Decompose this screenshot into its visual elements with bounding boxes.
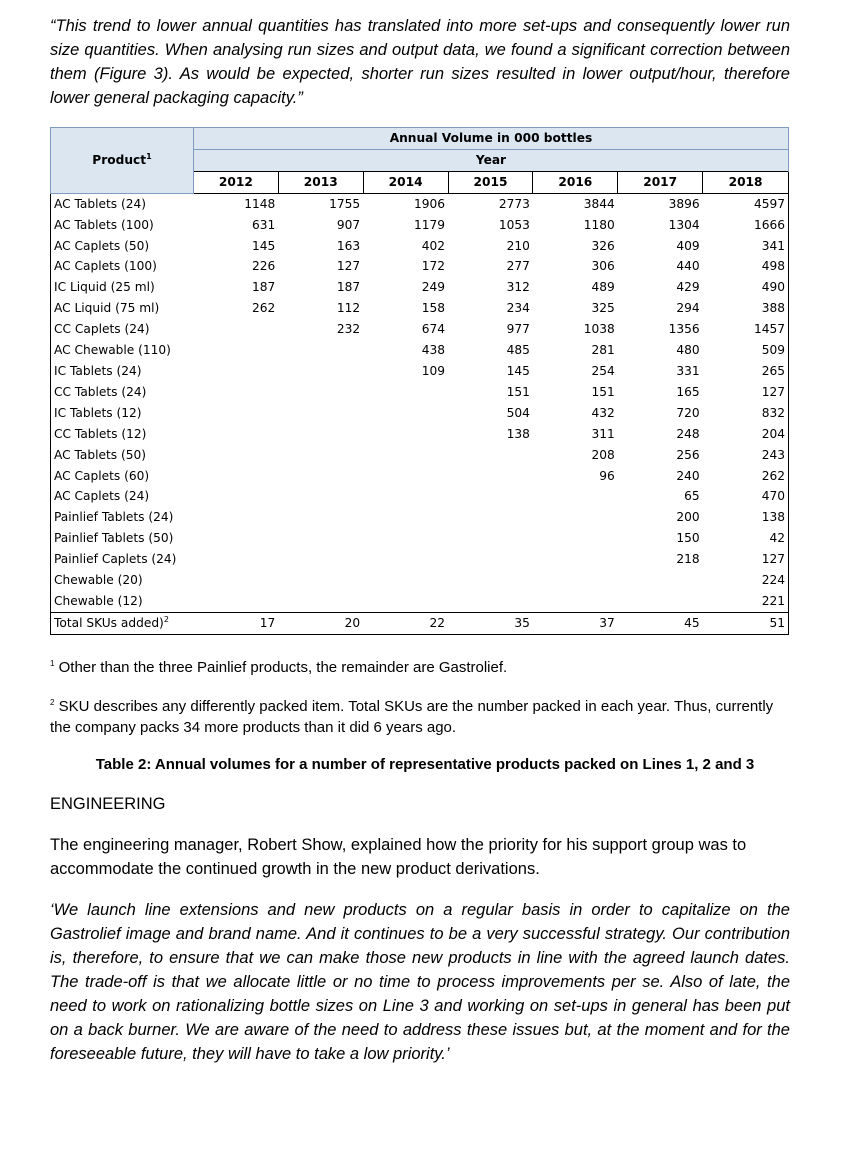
volume-cell: 127 <box>703 549 789 570</box>
table-row <box>51 445 789 466</box>
volume-cell: 432 <box>591 405 615 420</box>
table-row <box>51 382 789 403</box>
volume-cell: 498 <box>703 256 789 277</box>
volume-cell: 172 <box>421 259 446 274</box>
volume-cell <box>193 570 278 591</box>
volume-cell: 208 <box>591 447 615 462</box>
annual-volume-header: Annual Volume in 000 bottles <box>193 128 788 150</box>
volume-cell <box>448 507 533 528</box>
table-row <box>51 403 789 424</box>
volume-cell: 277 <box>506 259 530 274</box>
volume-cell <box>363 403 448 424</box>
volume-cell: 306 <box>591 259 615 274</box>
product-name: CC Tablets (24) <box>51 382 194 403</box>
year-header-2018: 2018 <box>703 171 789 193</box>
volume-cell: 256 <box>676 447 700 462</box>
table-row <box>51 549 789 570</box>
volume-cell: 977 <box>506 322 530 337</box>
volume-cell: 204 <box>703 424 789 445</box>
table-caption: Table 2: Annual volumes for a number of representative products packed on Lines 1, 2 and 3 <box>95 756 755 773</box>
volume-cell: 163 <box>336 238 361 253</box>
volume-cell: 402 <box>421 238 446 253</box>
footnote-2: $^2$ SKU describes any differently packed item. Total SKUs are the number packed in each year. Thus, currently the company packs 34 more products than it did 6 years ago. <box>50 698 774 736</box>
product-name: AC Chewable (110) <box>51 340 194 361</box>
volume-cell: 832 <box>703 403 789 424</box>
volume-cell: 262 <box>703 466 789 487</box>
volume-cell: 210 <box>506 238 530 253</box>
volume-cell <box>193 403 278 424</box>
volume-cell <box>193 507 278 528</box>
volume-cell: 325 <box>591 301 615 316</box>
volume-cell: 294 <box>676 301 700 316</box>
volume-cell <box>363 466 448 487</box>
volume-cell <box>618 570 703 591</box>
volume-cell <box>193 591 278 612</box>
volume-cell: 341 <box>703 236 789 257</box>
volume-cell <box>533 507 618 528</box>
volume-cell <box>363 486 448 507</box>
volume-cell: 35 <box>448 612 533 634</box>
volume-cell: 200 <box>676 510 700 525</box>
volume-cell: 158 <box>421 301 446 316</box>
volume-cell: 3896 <box>668 196 700 211</box>
product-name: IC Tablets (12) <box>51 403 194 424</box>
volume-cell <box>533 570 618 591</box>
volume-cell: 409 <box>676 238 700 253</box>
volume-cell: 674 <box>421 322 446 337</box>
volume-cell: 112 <box>336 301 361 316</box>
volume-cell: 1179 <box>414 217 446 232</box>
volume-cell: 1906 <box>414 196 446 211</box>
volume-cell <box>363 549 448 570</box>
volume-cell: 1304 <box>668 217 700 232</box>
year-label: Year <box>193 149 788 171</box>
product-name: IC Tablets (24) <box>51 361 194 382</box>
volume-cell <box>193 382 278 403</box>
volume-cell: 485 <box>506 343 530 358</box>
volume-cell: 109 <box>421 363 446 378</box>
volume-cell <box>278 528 363 549</box>
table-row <box>51 319 789 340</box>
product-name: AC Liquid (75 ml) <box>51 298 194 319</box>
product-name: Painlief Tablets (24) <box>51 507 194 528</box>
volume-cell: 22 <box>363 612 448 634</box>
volume-cell: 187 <box>252 280 276 295</box>
volume-cell: 145 <box>506 363 530 378</box>
volume-cell: 145 <box>252 238 276 253</box>
volume-cell <box>193 319 278 340</box>
volume-cell: 187 <box>336 280 361 295</box>
volume-cell <box>363 382 448 403</box>
volume-cell: 65 <box>684 489 700 504</box>
volume-cell <box>363 570 448 591</box>
volume-cell <box>278 591 363 612</box>
product-column-header: Product$^1$ <box>51 128 194 194</box>
volume-cell <box>448 591 533 612</box>
year-header-2014: 2014 <box>363 171 448 193</box>
volume-cell <box>278 486 363 507</box>
volume-cell: 262 <box>252 301 276 316</box>
volume-cell <box>533 528 618 549</box>
volume-cell <box>278 382 363 403</box>
table-row <box>51 340 789 361</box>
volume-cell: 1180 <box>583 217 615 232</box>
volume-cell: 51 <box>703 612 789 634</box>
volume-cell: 254 <box>591 363 615 378</box>
volume-cell <box>193 486 278 507</box>
volume-cell <box>278 549 363 570</box>
table-row <box>51 424 789 445</box>
volume-cell: 234 <box>506 301 530 316</box>
product-name: CC Caplets (24) <box>51 319 194 340</box>
volume-cell <box>193 424 278 445</box>
product-name: IC Liquid (25 ml) <box>51 277 194 298</box>
volume-cell: 20 <box>278 612 363 634</box>
product-name: AC Caplets (60) <box>51 466 194 487</box>
volume-cell: 226 <box>252 259 276 274</box>
volume-cell: 138 <box>506 426 530 441</box>
total-row <box>51 612 789 634</box>
volume-cell <box>363 528 448 549</box>
volume-cell <box>448 570 533 591</box>
volume-cell: 218 <box>676 552 700 567</box>
volume-cell: 720 <box>676 405 700 420</box>
volume-cell <box>278 361 363 382</box>
volume-cell: 631 <box>252 217 276 232</box>
volume-cell <box>448 445 533 466</box>
table-row <box>51 236 789 257</box>
volume-cell <box>193 340 278 361</box>
volume-cell: 37 <box>533 612 618 634</box>
volume-cell: 224 <box>703 570 789 591</box>
volume-cell: 240 <box>676 468 700 483</box>
product-name: Total SKUs added)$^2$ <box>51 612 194 634</box>
volume-cell: 490 <box>703 277 789 298</box>
year-header-2012: 2012 <box>193 171 278 193</box>
volume-cell <box>448 486 533 507</box>
product-name: AC Caplets (24) <box>51 486 194 507</box>
volume-cell: 42 <box>703 528 789 549</box>
volume-cell <box>533 486 618 507</box>
product-name: AC Caplets (50) <box>51 236 194 257</box>
volume-cell <box>278 445 363 466</box>
volume-cell <box>193 361 278 382</box>
volume-cell: 138 <box>703 507 789 528</box>
volume-cell: 127 <box>336 259 361 274</box>
product-name: Painlief Caplets (24) <box>51 549 194 570</box>
volume-cell: 1356 <box>668 322 700 337</box>
product-name: Chewable (20) <box>51 570 194 591</box>
product-name: AC Tablets (100) <box>51 215 194 236</box>
volume-cell: 1038 <box>583 322 615 337</box>
volume-cell: 388 <box>703 298 789 319</box>
table-row <box>51 591 789 612</box>
year-header-2013: 2013 <box>278 171 363 193</box>
volume-cell: 907 <box>336 217 361 232</box>
year-header-2015: 2015 <box>448 171 533 193</box>
volume-cell <box>448 549 533 570</box>
volume-cell: 248 <box>676 426 700 441</box>
volume-cell: 127 <box>703 382 789 403</box>
product-name: AC Tablets (24) <box>51 193 194 214</box>
volume-cell: 232 <box>336 322 361 337</box>
volume-cell: 243 <box>703 445 789 466</box>
table-row <box>51 466 789 487</box>
volume-cell: 326 <box>591 238 615 253</box>
volume-cell <box>278 507 363 528</box>
product-name: Chewable (12) <box>51 591 194 612</box>
volume-cell: 429 <box>676 280 700 295</box>
table-row <box>51 277 789 298</box>
table-row <box>51 256 789 277</box>
volume-cell: 1053 <box>498 217 530 232</box>
volume-cell: 249 <box>421 280 446 295</box>
table-row <box>51 215 789 236</box>
volume-cell: 2773 <box>498 196 530 211</box>
volume-cell: 151 <box>506 384 530 399</box>
annual-volume-table <box>50 127 789 635</box>
volume-cell: 1755 <box>329 196 361 211</box>
product-name: Painlief Tablets (50) <box>51 528 194 549</box>
volume-cell <box>448 466 533 487</box>
volume-cell: 151 <box>591 384 615 399</box>
volume-cell: 221 <box>703 591 789 612</box>
volume-cell: 504 <box>506 405 530 420</box>
volume-cell: 311 <box>591 426 615 441</box>
volume-cell: 489 <box>591 280 615 295</box>
table-row <box>51 528 789 549</box>
volume-cell: 150 <box>676 531 700 546</box>
volume-cell <box>363 591 448 612</box>
volume-cell: 440 <box>676 259 700 274</box>
volume-cell: 438 <box>421 343 446 358</box>
table-row <box>51 193 789 214</box>
volume-cell: 480 <box>676 343 700 358</box>
volume-cell <box>448 528 533 549</box>
volume-cell <box>278 340 363 361</box>
product-name: CC Tablets (12) <box>51 424 194 445</box>
table-row <box>51 570 789 591</box>
volume-cell <box>193 549 278 570</box>
footnote-1: $^1$ Other than the three Painlief products, the remainder are Gastrolief. <box>50 659 508 676</box>
volume-cell: 45 <box>618 612 703 634</box>
volume-cell <box>278 466 363 487</box>
volume-cell <box>278 570 363 591</box>
table-row <box>51 486 789 507</box>
volume-cell: 1148 <box>244 196 276 211</box>
product-name: AC Caplets (100) <box>51 256 194 277</box>
volume-cell: 1457 <box>703 319 789 340</box>
volume-cell <box>363 424 448 445</box>
table-row <box>51 507 789 528</box>
year-header-2017: 2017 <box>618 171 703 193</box>
volume-cell: 470 <box>703 486 789 507</box>
intro-quote: “This trend to lower annual quantities has translated into more set-ups and consequently lower run size quantities. When analysing run sizes and output data, we found a significant correction between them (Figure 3). As would be expected, shorter run sizes resulted in lower output/hour, therefore lower general packaging capacity.” <box>50 17 790 107</box>
volume-cell <box>363 507 448 528</box>
volume-cell <box>278 403 363 424</box>
volume-cell: 1666 <box>703 215 789 236</box>
product-name: AC Tablets (50) <box>51 445 194 466</box>
volume-cell: 509 <box>703 340 789 361</box>
engineering-paragraph: The engineering manager, Robert Show, explained how the priority for his support group was to accommodate the continued growth in the new product derivations. <box>50 836 747 878</box>
volume-cell <box>363 445 448 466</box>
volume-cell <box>533 591 618 612</box>
volume-cell: 165 <box>676 384 700 399</box>
volume-cell: 312 <box>506 280 530 295</box>
volume-cell <box>193 445 278 466</box>
volume-cell <box>193 528 278 549</box>
volume-cell <box>618 591 703 612</box>
volume-cell <box>193 466 278 487</box>
volume-cell: 3844 <box>583 196 615 211</box>
volume-cell: 17 <box>193 612 278 634</box>
volume-cell: 331 <box>676 363 700 378</box>
section-heading: ENGINEERING <box>50 795 166 813</box>
volume-cell: 4597 <box>703 193 789 214</box>
volume-cell: 265 <box>703 361 789 382</box>
volume-cell: 281 <box>591 343 615 358</box>
closing-quote: ‘We launch line extensions and new products on a regular basis in order to capitalize on the Gastrolief image and brand name. And it continues to be a very successful strategy. Our contribution is, therefore, to ensure that we can make those new products in line with the agreed launch dates. The trade-off is that we allocate little or no time to process improvements per se. Also of late, the need to work on rationalizing bottle sizes on Line 3 and working on set-ups in general has been put on a back burner. We are aware of the need to address these issues but, at the moment and for the foreseeable future, they will have to take a low priority.’ <box>50 901 790 1063</box>
year-header-2016: 2016 <box>533 171 618 193</box>
volume-cell: 96 <box>599 468 615 483</box>
table-row <box>51 298 789 319</box>
volume-cell <box>278 424 363 445</box>
table-row <box>51 361 789 382</box>
volume-cell <box>533 549 618 570</box>
